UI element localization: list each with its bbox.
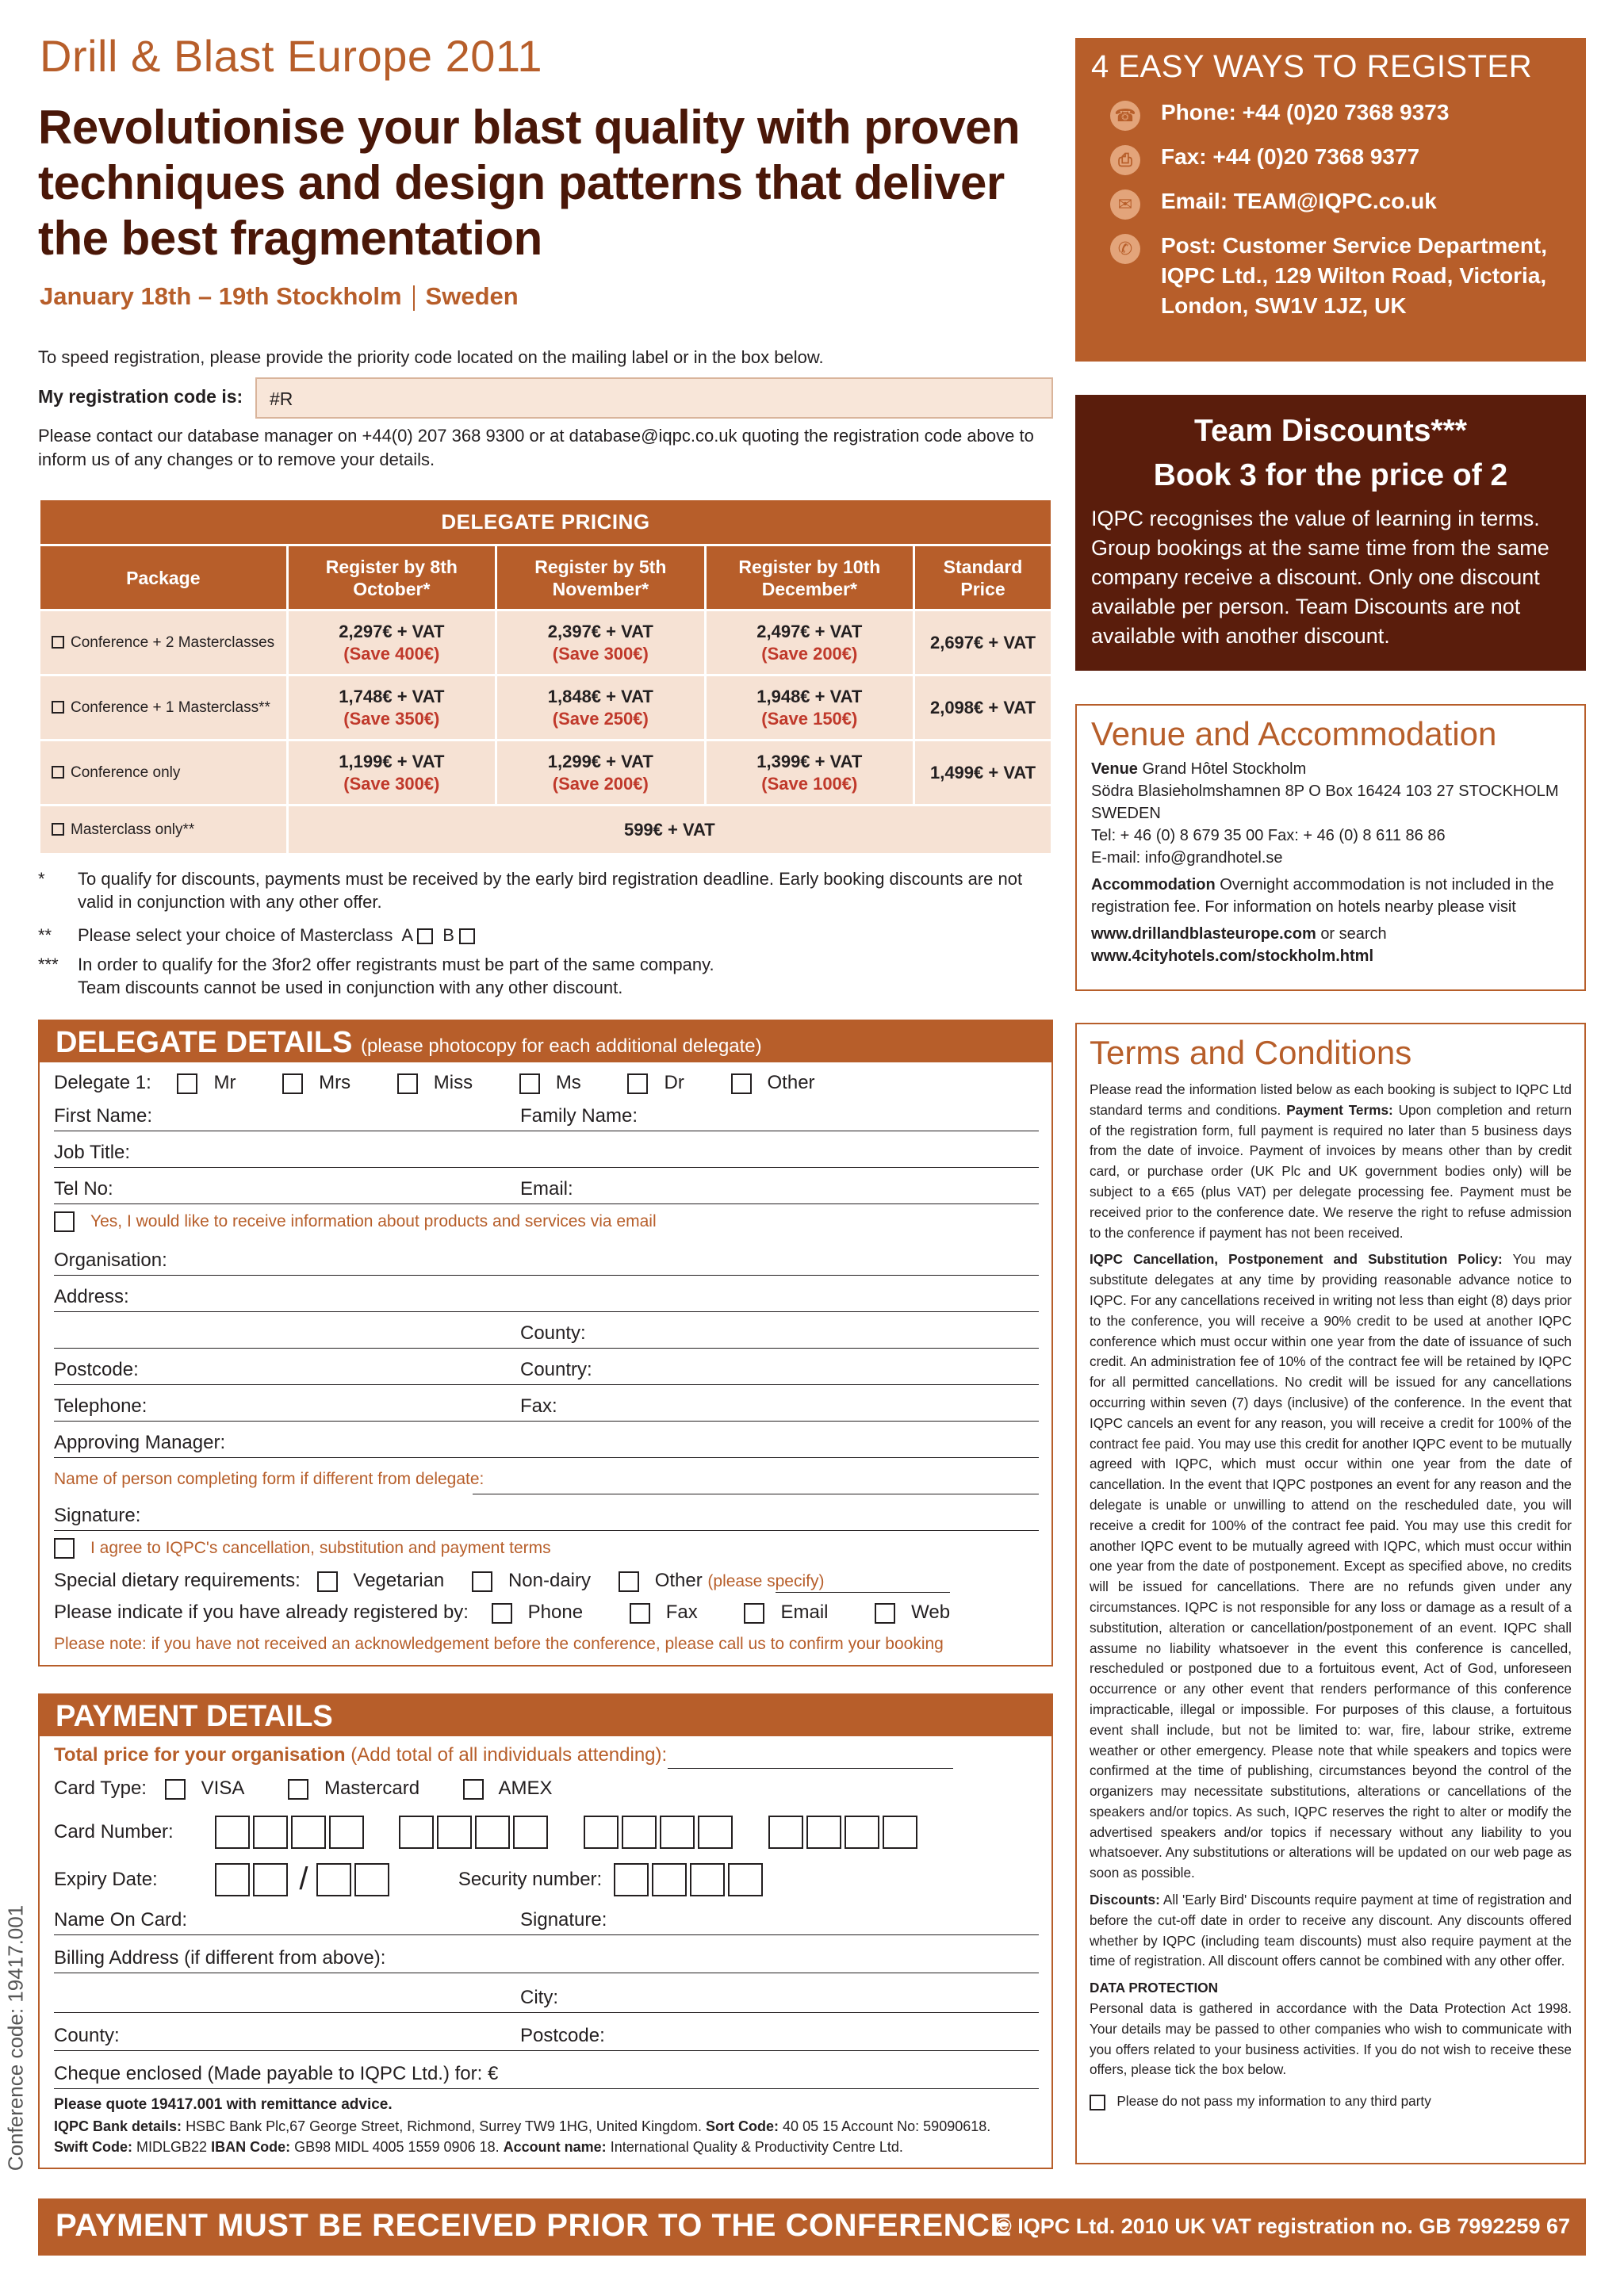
package-label: Conference + 2 Masterclasses	[71, 633, 275, 651]
cheque-label: Cheque enclosed (Made payable to IQPC Ltd.) for: €	[54, 2063, 499, 2084]
person-completing-label: Name of person completing form if different from delegate:	[54, 1470, 485, 1488]
pricing-title: DELEGATE PRICING	[40, 499, 1052, 545]
name-on-card-label: Name On Card:	[54, 1909, 188, 1931]
terms-box	[1075, 1023, 1586, 2164]
venue-tel-fax: Tel: + 46 (0) 8 679 35 00 Fax: + 46 (0) 8 611 86 86	[1091, 827, 1446, 844]
event-country: Sweden	[425, 282, 519, 310]
copyright: © IQPC Ltd. 2010 UK VAT registration no. GB 7992259 67	[995, 2214, 1570, 2238]
table-row	[40, 610, 1052, 675]
terms-discounts: Discounts: All 'Early Bird' Discounts require payment at time of registration and before the cut-off date in order to receive any discount. Any discounts offered whether by IQPC (including team discounts) must also require payment at the time of registration. All discount offers cannot be combined with any other offer.	[1090, 1892, 1572, 1969]
post-icon: ✆	[1110, 234, 1140, 264]
delegate-pricing-table	[38, 498, 1053, 855]
payment-details-header: PAYMENT DETAILS	[40, 1695, 1051, 1736]
fax-label: Fax:	[520, 1395, 557, 1417]
agree-terms-row: I agree to IQPC's cancellation, substitution and payment terms	[54, 1536, 551, 1559]
fax-icon: ⎙	[1110, 145, 1140, 175]
price-cell: 2,397€ + VAT (Save 300€)	[496, 610, 706, 675]
venue-link-2[interactable]: www.4cityhotels.com/stockholm.html	[1091, 947, 1373, 965]
venue-box	[1075, 704, 1586, 991]
total-price-field[interactable]	[668, 1768, 953, 1769]
title-ms-checkbox[interactable]	[519, 1073, 540, 1094]
venue-title: Venue and Accommodation	[1091, 715, 1497, 752]
remittance-note: Please quote 19417.001 with remittance advice.	[54, 2096, 393, 2113]
pricing-header-standard: Standard Price	[914, 545, 1052, 610]
terms-payment: Please read the information listed below as each booking is subject to IQPC Ltd standard terms and conditions. Payment Terms: Upon completion and return of the registration form, full payment is required no later than 5 business days from the date of invoice. Payment of invoices by means other than by credit card, or purchase order (UK Plc and UK government bodies only) will be subject to a €65 (plus VAT) per delegate processing fee. Payment must be received prior to the conference date. We reserve the right to refuse admission to the conference if payment has not been received.	[1090, 1081, 1572, 1241]
package-checkbox[interactable]	[52, 823, 64, 836]
footer-bar	[38, 2198, 1586, 2256]
postcode-label: Postcode:	[54, 1359, 139, 1380]
venue-link-1[interactable]: www.drillandblasteurope.com	[1091, 925, 1316, 943]
card-number-row: Card Number:	[54, 1816, 921, 1849]
name-on-card-field[interactable]	[54, 1934, 1039, 1935]
billing-county-postcode-field[interactable]	[54, 2050, 1039, 2051]
package-cell[interactable]	[40, 806, 288, 855]
pricing-header-dec: Register by 10th December*	[705, 545, 914, 610]
event-date	[40, 282, 519, 311]
email-optin-checkbox[interactable]	[54, 1211, 75, 1232]
price-cell: 2,297€ + VAT (Save 400€)	[287, 610, 496, 675]
masterclass-b-checkbox[interactable]	[459, 928, 475, 944]
dietary-row: Special dietary requirements: Vegetarian Non-dairy Other (please specify)	[54, 1570, 825, 1591]
pricing-header-oct: Register by 8th October*	[287, 545, 496, 610]
venue-country: SWEDEN	[1091, 805, 1161, 822]
family-name-label: Family Name:	[520, 1105, 638, 1127]
register-post: ✆ Post: Customer Service Department, IQPC Ltd., 129 Wilton Road, Victoria, London, SW1V 1JZ, UK	[1091, 231, 1570, 321]
venue-address: Södra Blasieholmshamnen 8P O Box 16424 103 27 STOCKHOLM	[1091, 783, 1559, 800]
card-number-group-1[interactable]	[215, 1816, 367, 1849]
first-name-label: First Name:	[54, 1105, 153, 1127]
venue-name: Venue Grand Hôtel Stockholm	[1091, 760, 1307, 778]
conference-code: Conference code: 19417.001	[3, 1904, 28, 2172]
telephone-fax-field[interactable]	[54, 1421, 1039, 1422]
cheque-amount-field[interactable]	[54, 2088, 1039, 2089]
signature-field[interactable]	[54, 1530, 1039, 1531]
data-optout-checkbox[interactable]	[1090, 2095, 1105, 2110]
bank-details: IQPC Bank details: HSBC Bank Plc,67 George Street, Richmond, Surrey TW9 1HG, United Kingdom. Sort Code: 40 05 15 Account No: 59090618.	[54, 2118, 991, 2134]
footnote-1: * To qualify for discounts, payments must be received by the early bird registration deadline. Early booking discounts are not valid in conjunction with any other offer.	[38, 869, 1023, 912]
address-label: Address:	[54, 1286, 129, 1307]
country-label: Country:	[520, 1359, 592, 1380]
approving-manager-field[interactable]	[54, 1457, 1039, 1458]
price-cell: 1,199€ + VAT (Save 300€)	[287, 740, 496, 806]
venue-email: E-mail: info@grandhotel.se	[1091, 849, 1283, 867]
postcode-country-field[interactable]	[54, 1384, 1039, 1385]
job-title-label: Job Title:	[54, 1142, 131, 1163]
register-ways-box	[1075, 38, 1586, 362]
pricing-header-nov: Register by 5th November*	[496, 545, 706, 610]
register-ways-title: 4 EASY WAYS TO REGISTER	[1091, 49, 1533, 84]
delegate-details-section	[38, 1020, 1053, 1667]
title-dr-checkbox[interactable]	[627, 1073, 648, 1094]
price-cell: 1,748€ + VAT (Save 350€)	[287, 675, 496, 740]
phone-icon: ☎	[1110, 101, 1140, 131]
accommodation-note: Accommodation Overnight accommodation is not included in the registration fee. For information on hotels nearby please visit	[1091, 876, 1554, 916]
title-other-checkbox[interactable]	[731, 1073, 752, 1094]
vegetarian-checkbox[interactable]	[317, 1571, 338, 1592]
register-phone[interactable]: ☎ Phone: +44 (0)20 7368 9373	[1091, 98, 1570, 128]
price-cell: 1,948€ + VAT (Save 150€)	[705, 675, 914, 740]
registered-email-checkbox[interactable]	[744, 1603, 764, 1624]
payment-details-section	[38, 1693, 1053, 2169]
delegate-title-row: Delegate 1: Mr Mrs Miss Ms Dr Other	[54, 1072, 815, 1093]
terms-cancellation: IQPC Cancellation, Postponement and Substitution Policy: You may substitute delegates at any time by providing reasonable advance notice to IQPC. For any cancellations received in writing not less than eight (8) days prior to the conference, you will receive a 90% credit to be used at another IQPC conference which must occur within one year from the date of issuance of such credit. An administration fee of 10% of the contract fee will be retained by IQPC for all permitted cancellations. No credit will be issued for any cancellations occurring within seven (7) days (inclusive) of the conference. In the event that IQPC cancels an event for any reason, you will receive a credit for 100% of the contract fee paid. You may use this credit for another IQPC event to be mutually agreed with IQPC, which must occur within one year from the date of cancellation. In the event that IQPC postpones an event for any reason and the delegate is unable or unwilling to attend on the rescheduled date, you will receive a credit for 100% of the contract fee paid. You may use this credit for another IQPC event to be mutually agreed with IQPC, which must occur within one year from the date of postponement. Except as specified above, no credits will be issued for cancellations. There are no refunds given under any circumstances. IQPC is not responsible for any loss or damage as a result of a substitution, alteration or cancellation/postponement of an event. IQPC shall assume no liability whatsoever in the event this conference is cancelled, rescheduled or postponed due to a fortuitous event, Act of God, unforeseen occurrence or any other event that renders performance of this conference impracticable, illegal or impossible. For purposes of this clause, a fortuitous event shall include, but not be limited to: war, fire, labour strike, extreme weather or other emergency. Please note that while speakers and topics were confirmed at the time of publishing, circumstances beyond the control of the organizers may necessitate substitutions, alterations or cancellations of the speakers and/or topics. As such, IQPC reserves the right to alter or modify the advertised speakers and/or topics if necessary without any liability to you whatsoever. Any substitutions or alterations will be updated on our web page as soon as possible.	[1090, 1251, 1572, 1881]
registered-fax-checkbox[interactable]	[630, 1603, 650, 1624]
registered-phone-checkbox[interactable]	[492, 1603, 512, 1624]
data-optout-row: Please do not pass my information to any third party	[1090, 2091, 1572, 2112]
county-field[interactable]	[54, 1348, 1039, 1349]
registration-code-label: My registration code is:	[38, 386, 243, 407]
standard-price-cell: 1,499€ + VAT	[914, 740, 1052, 806]
venue-links: www.drillandblasteurope.com or search	[1091, 925, 1387, 943]
card-number-group-4[interactable]	[768, 1816, 921, 1849]
event-title: Drill & Blast Europe 2011	[40, 31, 542, 81]
non-dairy-checkbox[interactable]	[472, 1571, 492, 1592]
footnote-2: ** Please select your choice of Masterclass A B	[38, 924, 1061, 947]
pricing-header-package: Package	[40, 545, 288, 610]
delegate-details-header: DELEGATE DETAILS (please photocopy for each additional delegate)	[40, 1021, 1051, 1062]
price-cell: 1,399€ + VAT (Save 100€)	[705, 740, 914, 806]
organisation-label: Organisation:	[54, 1249, 167, 1271]
package-checkbox[interactable]	[52, 766, 64, 779]
package-label: Conference + 1 Masterclass**	[71, 698, 270, 716]
organisation-field[interactable]	[54, 1275, 1039, 1276]
signature-label: Signature:	[54, 1505, 141, 1526]
billing-county-label: County:	[54, 2025, 120, 2046]
swift-details: Swift Code: MIDLGB22 IBAN Code: GB98 MIDL 4005 1559 0906 18. Account name: International Quality & Productivity Centre Ltd.	[54, 2139, 903, 2155]
card-number-group-3[interactable]	[584, 1816, 736, 1849]
city-field[interactable]	[54, 2012, 1039, 2013]
team-discounts-box	[1075, 395, 1586, 671]
card-signature-label: Signature:	[520, 1909, 607, 1931]
amex-checkbox[interactable]	[463, 1779, 484, 1800]
package-label: Masterclass only**	[71, 821, 195, 838]
registered-web-checkbox[interactable]	[875, 1603, 895, 1624]
email-icon: ✉	[1110, 189, 1140, 220]
title-mrs-checkbox[interactable]	[282, 1073, 303, 1094]
standard-price-cell: 2,098€ + VAT	[914, 675, 1052, 740]
job-title-field[interactable]	[54, 1167, 1039, 1168]
card-number-group-2[interactable]	[399, 1816, 551, 1849]
priority-code-note: To speed registration, please provide the priority code located on the mailing label or in the box below.	[38, 347, 824, 367]
package-checkbox[interactable]	[52, 701, 64, 714]
title-miss-checkbox[interactable]	[397, 1073, 418, 1094]
county-label: County:	[520, 1322, 586, 1344]
payment-notice: PAYMENT MUST BE RECEIVED PRIOR TO THE CONFERENCE	[56, 2208, 1012, 2243]
address-field[interactable]	[54, 1311, 1039, 1312]
billing-postcode-label: Postcode:	[520, 2025, 605, 2046]
registered-by-row: Please indicate if you have already registered by: Phone Fax Email Web	[54, 1601, 951, 1623]
agree-terms-checkbox[interactable]	[54, 1538, 75, 1559]
expiry-row: Expiry Date: / Security number:	[54, 1862, 766, 1897]
acknowledgement-note: Please note: if you have not received an acknowledgement before the conference, please call us to confirm your booking	[54, 1635, 944, 1653]
dietary-other-checkbox[interactable]	[619, 1571, 639, 1592]
billing-address-label: Billing Address (if different from above):	[54, 1947, 386, 1969]
team-discounts-body: IQPC recognises the value of learning in terms. Group bookings at the same time from the same company receive a discount. Only one discount available per person. Team Discounts are not available with another discount.	[1091, 507, 1549, 648]
registration-code-input[interactable]: #R	[255, 377, 1053, 419]
price-cell: 2,497€ + VAT (Save 200€)	[705, 610, 914, 675]
register-email[interactable]: ✉ Email: TEAM@IQPC.co.uk	[1091, 186, 1570, 216]
city-label: City:	[520, 1987, 558, 2008]
expiry-month-input[interactable]	[215, 1863, 291, 1896]
table-row	[40, 740, 1052, 806]
terms-title: Terms and Conditions	[1090, 1034, 1412, 1071]
team-discounts-title: Team Discounts***	[1194, 414, 1467, 448]
event-date-text: January 18th – 19th Stockholm	[40, 282, 402, 310]
total-price-row: Total price for your organisation (Add total of all individuals attending):	[54, 1744, 668, 1766]
package-cell[interactable]	[40, 610, 288, 675]
email-label: Email:	[520, 1178, 573, 1200]
package-label: Conference only	[71, 763, 181, 781]
tel-email-field[interactable]	[54, 1203, 1039, 1204]
package-checkbox[interactable]	[52, 636, 64, 649]
title-mr-checkbox[interactable]	[177, 1073, 197, 1094]
terms-data-protection: DATA PROTECTION Personal data is gathered in accordance with the Data Protection Act 1998. Your details may be passed to other companies who wish to communicate with you offers related to your business activities. If you do not wish to receive these offers, please tick the box below.	[1090, 1980, 1572, 2078]
card-type-row: Card Type: VISA Mastercard AMEX	[54, 1777, 553, 1799]
visa-checkbox[interactable]	[165, 1779, 186, 1800]
email-optin-row: Yes, I would like to receive information about products and services via email	[54, 1210, 657, 1232]
approving-manager-label: Approving Manager:	[54, 1432, 226, 1453]
dietary-other-field[interactable]	[776, 1592, 950, 1593]
team-discounts-subtitle: Book 3 for the price of 2	[1153, 458, 1508, 492]
standard-price-cell: 2,697€ + VAT	[914, 610, 1052, 675]
package-cell[interactable]	[40, 740, 288, 806]
expiry-year-input[interactable]	[316, 1863, 393, 1896]
footnote-3: *** In order to qualify for the 3for2 offer registrants must be part of the same company. Team discounts cannot be used in conjunction with any other discount.	[38, 955, 714, 997]
register-fax: ⎙ Fax: +44 (0)20 7368 9377	[1091, 142, 1570, 172]
package-cell[interactable]	[40, 675, 288, 740]
mastercard-checkbox[interactable]	[288, 1779, 308, 1800]
table-row	[40, 806, 1052, 855]
database-note: Please contact our database manager on +44(0) 207 368 9300 or at database@iqpc.co.uk quoting the registration code above to inform us of any changes or to remove your details.	[38, 426, 1034, 469]
venue-link-2-row	[1091, 945, 1570, 967]
masterclass-a-checkbox[interactable]	[417, 928, 433, 944]
price-cell: 1,848€ + VAT (Save 250€)	[496, 675, 706, 740]
tel-label: Tel No:	[54, 1178, 113, 1200]
masterclass-price-cell: 599€ + VAT	[287, 806, 1051, 855]
telephone-label: Telephone:	[54, 1395, 147, 1417]
price-cell: 1,299€ + VAT (Save 200€)	[496, 740, 706, 806]
table-row	[40, 675, 1052, 740]
security-number-input[interactable]	[614, 1863, 766, 1896]
headline: Revolutionise your blast quality with proven techniques and design patterns that deliver the best fragmentation	[38, 101, 1021, 265]
